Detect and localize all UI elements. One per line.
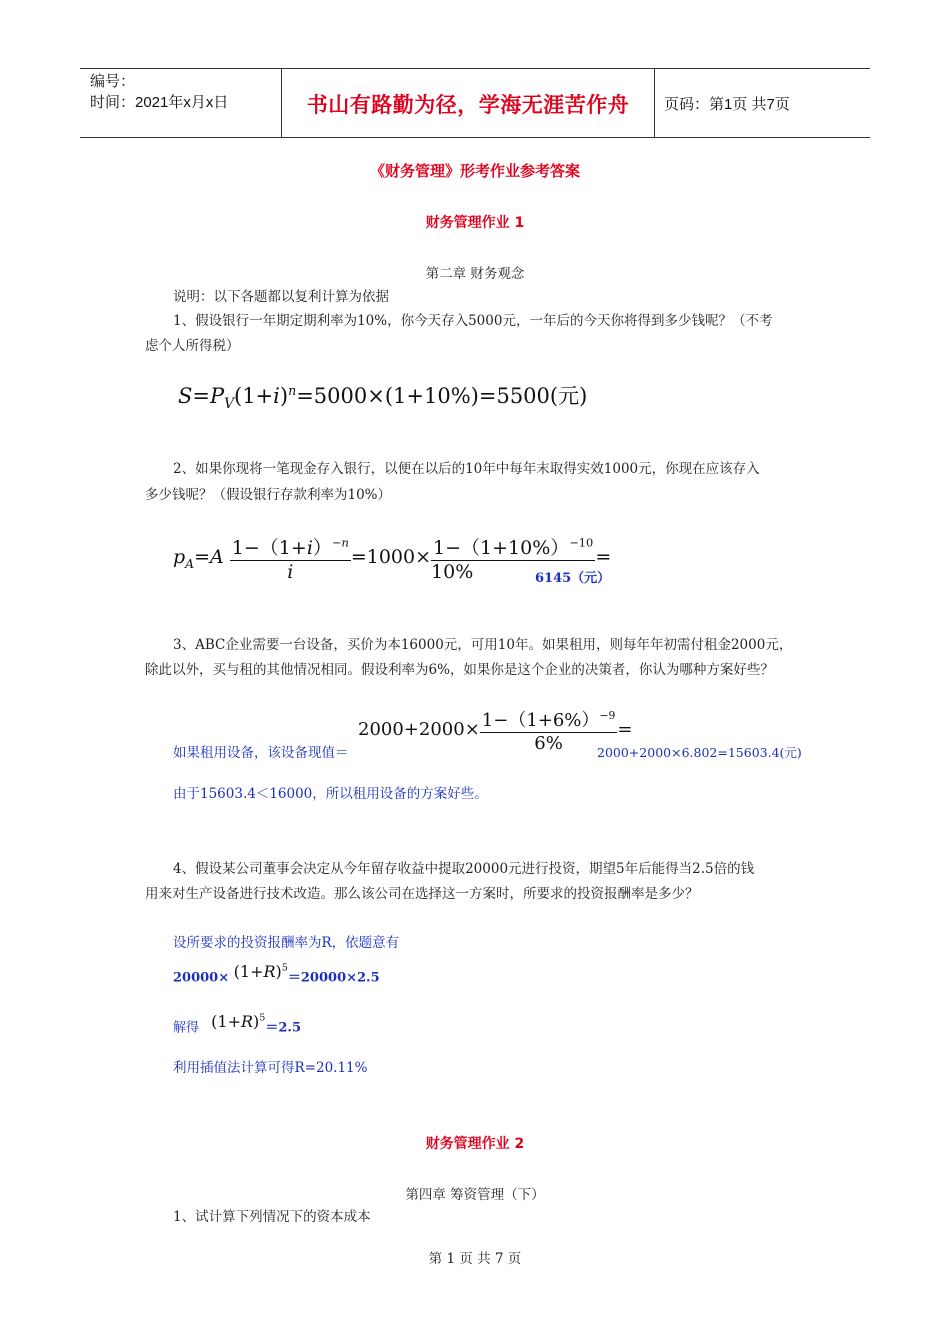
answer-q3-value: 2000+2000×6.802=15603.4(元)	[597, 745, 802, 760]
answer-q3-conclusion: 由于15603.4＜16000，所以租用设备的方案好些。	[173, 786, 488, 802]
section-title: 财务管理作业 2	[425, 1136, 525, 1152]
formula-exponent: −n	[331, 535, 349, 550]
question-3-line1: 3、ABC企业需要一台设备，买价为本16000元，可用10年。如果租用，则每年年初需付租金2000元，	[173, 637, 793, 653]
answer-q4-solve	[173, 1010, 301, 1041]
formula-symbol: i	[273, 384, 280, 408]
chapter-heading: 第四章 筹资管理（下）	[405, 1187, 545, 1203]
fraction-denominator: 6%	[534, 733, 563, 754]
chapter-heading: 第二章 财务观念	[425, 266, 525, 282]
formula-subscript: A	[185, 556, 195, 571]
question-4-line1: 4、假设某公司董事会决定从今年留存收益中提取20000元进行投资，期望5年后能得当2.5倍的钱	[173, 861, 755, 877]
question-1-line2: 虑个人所得税）	[145, 338, 240, 354]
question-4-line2: 用来对生产设备进行技术改造。那么该公司在选择这一方案时，所要求的投资报酬率是多少？	[145, 886, 699, 902]
formula-symbol: A	[210, 546, 224, 568]
formula-part: (1+	[233, 962, 264, 982]
fraction-numerator: 1−（1+	[231, 537, 307, 559]
answer-q3-prefix: 如果租用设备，该设备现值＝	[173, 745, 349, 761]
formula-part: =1000×	[350, 546, 432, 568]
question-3-line2: 除此以外，买与租的其他情况相同。假设利率为6%，如果你是这个企业的决策者，你认为哪种方案好些？	[145, 662, 774, 678]
equation-part: 20000×	[173, 970, 230, 986]
equation-part: ＝20000×2.5	[287, 970, 380, 986]
header-page-info: 页码：第1页 共7页	[664, 96, 790, 113]
formula-growth-factor	[211, 1012, 265, 1031]
formula-part: )	[253, 1012, 260, 1032]
instruction-note: 说明：以下各题都以复利计算为依据	[173, 289, 389, 305]
formula-part: =5000×(1+10%)=5500(元)	[296, 384, 588, 408]
formula-part: =	[617, 719, 633, 740]
header-divider	[654, 69, 655, 137]
fraction-denominator: 10%	[431, 561, 474, 583]
time-label: 时间：2021年x月x日	[90, 94, 229, 111]
formula-part: )	[275, 962, 282, 982]
question-2-line1: 2、如果你现将一笔现金存入银行，以便在以后的10年中每年末取得实效1000元，你现在应该存入	[173, 461, 760, 477]
equation-part: ＝2.5	[265, 1020, 302, 1036]
section-title: 财务管理作业 1	[425, 215, 525, 231]
header-motto: 书山有路勤为径，学海无涯苦作舟	[306, 93, 630, 117]
page-footer: 第 1 页 共 7 页	[428, 1251, 522, 1267]
formula-fraction	[230, 533, 351, 583]
formula-symbol: R	[263, 962, 276, 982]
fraction-numerator: 1−（1+10%）	[433, 537, 570, 559]
formula-symbol: S	[178, 384, 193, 408]
section-2-question-1: 1、试计算下列情况下的资本成本	[173, 1209, 371, 1225]
formula-part: )	[279, 384, 289, 408]
formula-part: ）	[312, 537, 332, 559]
answer-q4-equation	[173, 960, 380, 991]
question-1-line1: 1、假设银行一年期定期利率为10%，你今天存入5000元，一年后的今天你将得到多少钱呢？（不考	[173, 313, 773, 329]
formula-symbol: R	[240, 1012, 254, 1032]
formula-part: =	[194, 546, 211, 568]
formula-symbol: p	[173, 546, 186, 568]
formula-subscript: V	[224, 396, 234, 413]
formula-part: (1+	[234, 384, 274, 408]
formula-symbol: P	[210, 384, 225, 408]
formula-exponent: n	[288, 383, 297, 398]
answer-q4-result: 利用插值法计算可得R=20.11%	[173, 1060, 368, 1076]
equation-part: 解得	[173, 1020, 200, 1036]
header-table	[80, 68, 870, 138]
document-title: 《财务管理》形考作业参考答案	[369, 162, 580, 180]
fraction-denominator: i	[287, 561, 294, 583]
answer-q2: 6145（元）	[535, 571, 611, 586]
formula-symbol: i	[306, 537, 313, 559]
formula-exponent: −9	[599, 709, 616, 722]
formula-lease-pv	[358, 706, 632, 754]
formula-compound-interest: $S=P_V(1+i)^n=5000\times(1+10\%)=5500$(元)	[178, 383, 588, 413]
formula-growth-factor	[234, 962, 288, 981]
formula-part: (1+	[211, 1012, 241, 1032]
fraction-numerator: 1−（1+6%）	[481, 710, 600, 731]
question-2-line2: 多少钱呢？（假设银行存款利率为10%）	[145, 487, 392, 503]
formula-exponent: −10	[569, 535, 594, 550]
formula-exponent: 5	[281, 963, 288, 974]
answer-q4-setup: 设所要求的投资报酬率为R，依题意有	[173, 935, 400, 951]
formula-exponent: 5	[259, 1013, 266, 1024]
formula-part: 2000+2000×	[358, 719, 480, 740]
number-label: 编号：	[90, 73, 136, 90]
formula-part: =	[595, 546, 612, 568]
header-meta	[90, 71, 280, 113]
